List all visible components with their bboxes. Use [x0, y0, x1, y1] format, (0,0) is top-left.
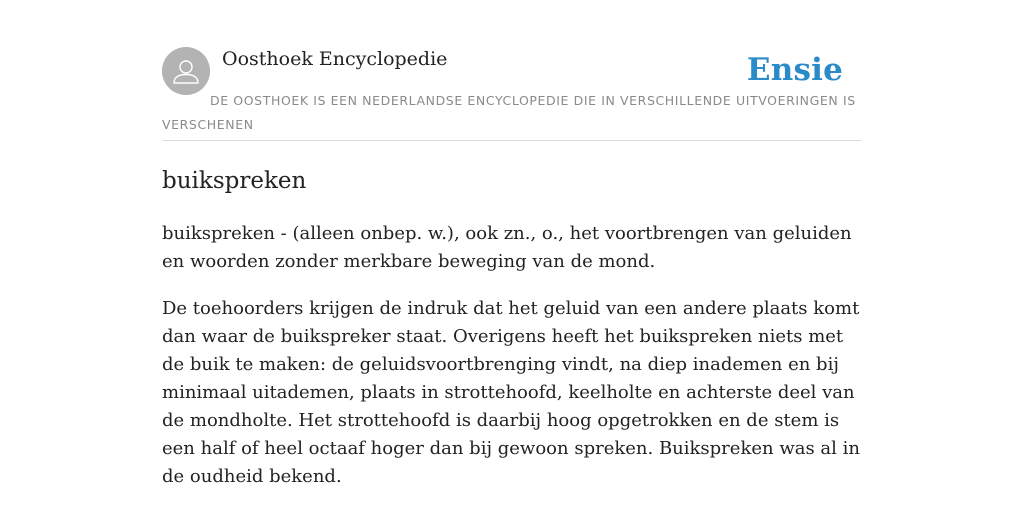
user-silhouette-icon[interactable]: [162, 47, 210, 95]
brand-logo[interactable]: Ensie: [746, 52, 843, 88]
article-paragraph-2: De toehoorders krijgen de indruk dat het geluid van een andere plaats komt dan waar de buikspreker staat. Overigens heeft het buikspreken niets met de buik te maken: de geluidsvoortbrenging vindt, na diep inademen en bij minimaal uitademen, plaats in strottehoofd, keelholte en achterste deel van de mondholte. Het strottehoofd is daarbij hoog opgetrokken en de stem is een half of heel octaaf hoger dan bij gewoon spreken. Buikspreken was al in de oudheid bekend.: [162, 298, 860, 487]
article-paragraph-1: buikspreken - (alleen onbep. w.), ook zn., o., het voortbrengen van geluiden en woorden zonder merkbare beweging van de mond.: [162, 223, 852, 272]
source-header: [162, 44, 862, 141]
page-container: [162, 44, 862, 491]
source-description: DE OOSTHOEK IS EEN NEDERLANDSE ENCYCLOPEDIE DIE IN VERSCHILLENDE UITVOERINGEN IS VERSCHENEN: [162, 93, 856, 132]
source-title[interactable]: Oosthoek Encyclopedie: [222, 48, 448, 70]
article-headword: buikspreken: [162, 168, 307, 194]
